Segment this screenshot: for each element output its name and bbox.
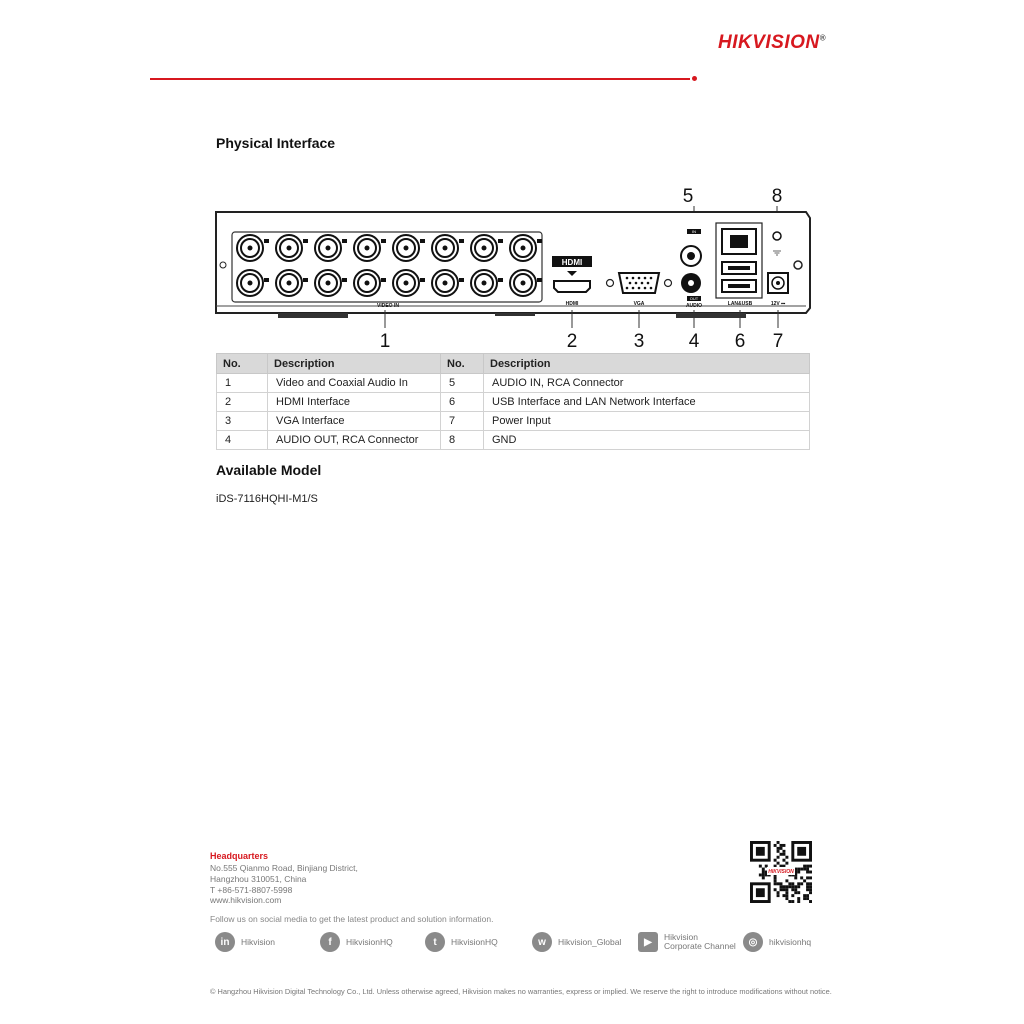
callout-4: 4: [688, 331, 700, 352]
instagram-icon: ◎: [743, 932, 763, 952]
qr-code: [750, 841, 812, 903]
model-number: iDS-7116HQHI-M1/S: [216, 493, 318, 505]
table-row: [217, 374, 810, 393]
usb-port-top-tongue: [728, 266, 750, 270]
table-row: [217, 412, 810, 431]
callout-8: 8: [771, 186, 783, 207]
hdmi-port-label: HDMI: [565, 301, 579, 307]
follow-us-text: Follow us on social media to get the latest product and solution information.: [210, 914, 494, 924]
audio-in-badge-text: IN: [692, 229, 696, 234]
callout-1: 1: [379, 331, 391, 352]
power-label: 12V ⎓: [770, 301, 786, 307]
callout-5: 5: [682, 186, 694, 207]
table-cell: 6: [441, 393, 484, 412]
callout-3: 3: [633, 331, 645, 352]
hq-city-line: Hangzhou 310051, China: [210, 874, 307, 884]
hq-website-link[interactable]: www.hikvision.com: [210, 895, 282, 905]
hdmi-logo-text: HDMI: [561, 258, 583, 267]
table-cell: 4: [217, 431, 268, 450]
vga-pin: [644, 277, 647, 280]
vga-pin: [650, 277, 653, 280]
vga-pin: [632, 277, 635, 280]
header-description-1: Description: [268, 354, 441, 374]
table-cell: HDMI Interface: [268, 393, 441, 412]
table-row: [217, 393, 810, 412]
vga-pin: [632, 287, 635, 290]
callout-6: 6: [734, 331, 746, 352]
table-cell: AUDIO OUT, RCA Connector: [268, 431, 441, 450]
usb-port-bottom-tongue: [728, 284, 750, 288]
table-cell: 7: [441, 412, 484, 431]
vga-pin: [629, 282, 632, 285]
vga-pin: [635, 282, 638, 285]
foot-right: [676, 313, 746, 318]
hq-phone-line: T +86-571-8807-5998: [210, 885, 293, 895]
audio-out-badge-text: OUT: [689, 296, 699, 301]
linkedin-icon: in: [215, 932, 235, 952]
social-facebook[interactable]: [320, 930, 393, 954]
vga-pin: [626, 287, 629, 290]
audio-in-rca-pin: [687, 252, 695, 260]
table-cell: 5: [441, 374, 484, 393]
video-in-label: VIDEO IN: [377, 303, 399, 309]
vga-pin: [626, 277, 629, 280]
vga-pin: [638, 287, 641, 290]
headquarters-title: Headquarters: [210, 851, 269, 861]
callout-7: 7: [772, 331, 784, 352]
hq-address-line: No.555 Qianmo Road, Binjiang District,: [210, 863, 358, 873]
lan-port-socket: [730, 235, 748, 248]
vga-pin: [647, 282, 650, 285]
vga-pin: [638, 277, 641, 280]
rear-panel-diagram: [210, 180, 820, 355]
social-label: Hikvision Corporate Channel: [664, 932, 736, 951]
qr-logo-text: HIKVISION: [768, 869, 794, 875]
header-no-1: No.: [217, 354, 268, 374]
vga-pin: [641, 282, 644, 285]
copyright-notice: © Hangzhou Hikvision Digital Technology Co., Ltd. Unless otherwise agreed, Hikvision makes no warranties, express or implied. We reserve the right to introduce modifications without notice.: [210, 987, 832, 996]
available-model-title: Available Model: [216, 462, 322, 478]
header-rule-dot: [692, 76, 697, 81]
vga-pin: [644, 287, 647, 290]
header-no-2: No.: [441, 354, 484, 374]
foot-middle: [495, 313, 535, 316]
header-description-2: Description: [484, 354, 810, 374]
power-jack-pin: [776, 281, 780, 285]
social-label: Hikvision_Global: [558, 936, 622, 947]
callout-2: 2: [566, 331, 578, 352]
social-label: Hikvision: [241, 936, 276, 947]
vga-label: VGA: [633, 301, 645, 307]
social-label: HikvisionHQ: [451, 936, 498, 947]
table-cell: GND: [484, 431, 810, 450]
social-label: hikvisionhq: [769, 936, 812, 947]
social-linkedin[interactable]: [215, 930, 275, 954]
social-wechat[interactable]: [532, 930, 621, 954]
table-cell: AUDIO IN, RCA Connector: [484, 374, 810, 393]
physical-interface-title: Physical Interface: [216, 135, 336, 151]
table-cell: 8: [441, 431, 484, 450]
trademark-mark: ®: [819, 33, 827, 43]
youtube-icon: ▶: [638, 932, 658, 952]
table-cell: VGA Interface: [268, 412, 441, 431]
audio-out-rca-pin: [688, 280, 694, 286]
table-header-row: [217, 354, 810, 374]
foot-left: [278, 313, 348, 318]
vga-port: [619, 273, 659, 293]
table-cell: USB Interface and LAN Network Interface: [484, 393, 810, 412]
table-cell: 3: [217, 412, 268, 431]
interface-table: [216, 353, 810, 450]
table-row: [217, 431, 810, 450]
logo-text: HIKVISION: [718, 32, 820, 53]
twitter-icon: t: [425, 932, 445, 952]
hdmi-port: [554, 281, 590, 292]
audio-label: AUDIO: [685, 303, 703, 309]
vga-pin: [650, 287, 653, 290]
table-cell: Power Input: [484, 412, 810, 431]
social-youtube[interactable]: [638, 930, 736, 954]
social-label: HikvisionHQ: [346, 936, 393, 947]
hikvision-logo: [718, 32, 826, 54]
header-rule: [150, 78, 690, 80]
social-twitter[interactable]: [425, 930, 498, 954]
table-cell: 2: [217, 393, 268, 412]
table-cell: Video and Coaxial Audio In: [268, 374, 441, 393]
social-instagram[interactable]: [743, 930, 811, 954]
lan-usb-label: LAN&USB: [727, 301, 753, 307]
wechat-icon: w: [532, 932, 552, 952]
table-cell: 1: [217, 374, 268, 393]
facebook-icon: f: [320, 932, 340, 952]
